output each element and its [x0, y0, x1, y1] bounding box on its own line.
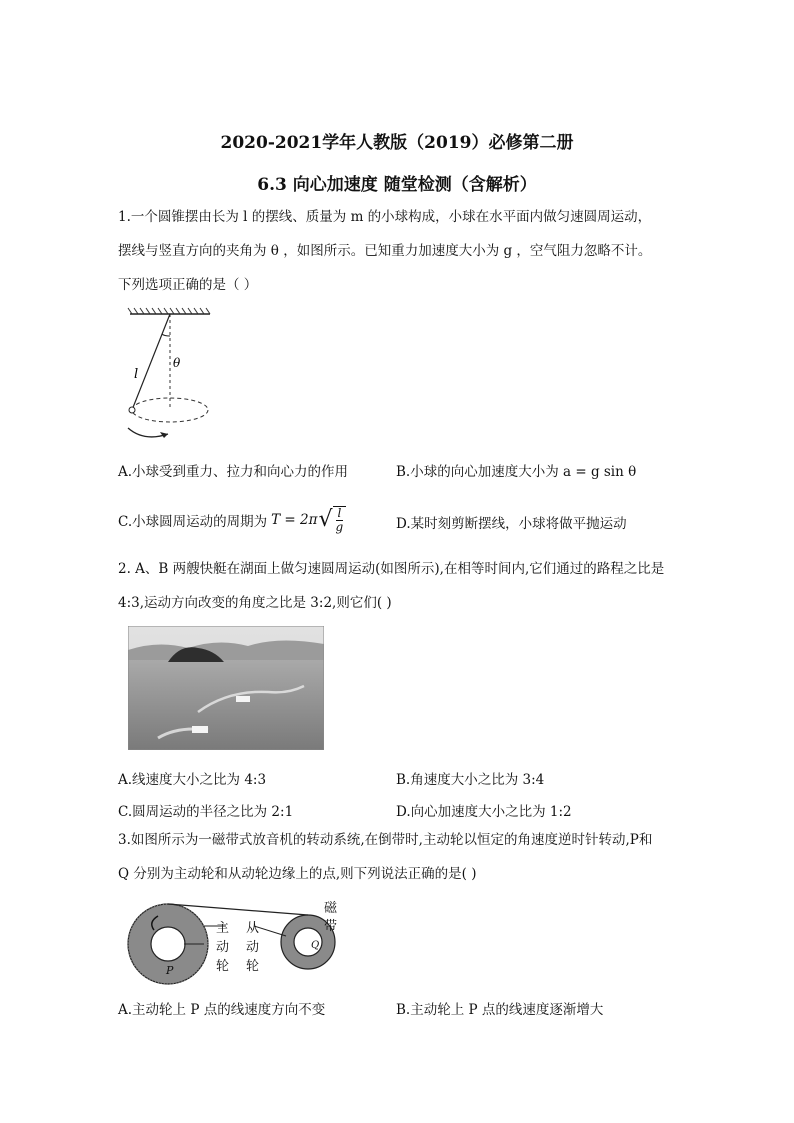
- question-2-line-2: 4:3,运动方向改变的角度之比是 3:2,则它们( ): [118, 595, 392, 611]
- driver-wheel-label-3: 轮: [216, 959, 230, 974]
- question-3-option-a: A.主动轮上 P 点的线速度方向不变: [118, 1002, 326, 1018]
- option-c-text: C.小球圆周运动的周期为: [118, 514, 268, 530]
- question-1: [118, 200, 688, 302]
- question-3-option-b: B.主动轮上 P 点的线速度逐渐增大: [396, 1002, 604, 1018]
- speedboats-photo: [128, 626, 324, 750]
- document-title: 2020-2021学年人教版（2019）必修第二册: [220, 133, 574, 153]
- question-2: [118, 552, 688, 620]
- fraction-denominator: g: [335, 520, 344, 534]
- question-1-option-c: [118, 506, 346, 534]
- driven-wheel-label-3: 轮: [246, 959, 260, 974]
- tape-drive-figure: [126, 896, 356, 992]
- fraction-numerator: l: [337, 506, 342, 520]
- point-q-label: Q: [311, 940, 320, 951]
- question-3-line-2: Q 分别为主动轮和从动轮边缘上的点,则下列说法正确的是( ): [118, 866, 477, 882]
- question-1-line-1: 1.一个圆锥摆由长为 l 的摆线、质量为 m 的小球构成，小球在水平面内做匀速圆周运动，: [118, 209, 652, 225]
- question-1-line-2: 摆线与竖直方向的夹角为 θ ，如图所示。已知重力加速度大小为 g ，空气阻力忽略不计。: [118, 243, 652, 259]
- angle-label: θ: [173, 356, 181, 370]
- point-p-label: P: [166, 964, 174, 977]
- driver-wheel-label-2: 动: [216, 940, 230, 955]
- question-3-line-1: 3.如图所示为一磁带式放音机的转动系统,在倒带时,主动轮以恒定的角速度逆时针转动,P和: [118, 832, 653, 848]
- question-2-option-b: B.角速度大小之比为 3:4: [396, 772, 545, 788]
- length-label: l: [134, 367, 139, 382]
- driver-wheel-label-1: 主: [216, 921, 230, 936]
- question-2-option-c: C.圆周运动的半径之比为 2:1: [118, 804, 294, 820]
- question-1-option-d: D.某时刻剪断摆线，小球将做平抛运动: [396, 516, 627, 532]
- tape-label-1: 磁: [324, 901, 338, 916]
- driven-wheel-label-2: 动: [246, 940, 260, 955]
- question-1-option-b: B.小球的向心加速度大小为 a = g sin θ: [396, 464, 637, 480]
- question-1-option-a: A.小球受到重力、拉力和向心力的作用: [118, 464, 349, 480]
- question-2-option-d: D.向心加速度大小之比为 1:2: [396, 804, 572, 820]
- question-2-line-1: 2. A、B 两艘快艇在湖面上做匀速圆周运动(如图所示),在相等时间内,它们通过的路程之比是: [118, 561, 665, 577]
- sqrt-fraction: [319, 506, 347, 534]
- conical-pendulum-figure: [118, 306, 228, 446]
- sqrt-icon: √: [318, 507, 333, 532]
- option-c-formula: T = 2π: [271, 512, 318, 528]
- driven-wheel-label-1: 从: [246, 921, 260, 936]
- question-2-option-a: A.线速度大小之比为 4:3: [118, 772, 267, 788]
- tape-label-2: 带: [324, 919, 338, 934]
- question-3: [118, 823, 688, 891]
- document-subtitle: 6.3 向心加速度 随堂检测（含解析）: [257, 175, 537, 195]
- question-1-line-3: 下列选项正确的是（ ）: [118, 277, 258, 293]
